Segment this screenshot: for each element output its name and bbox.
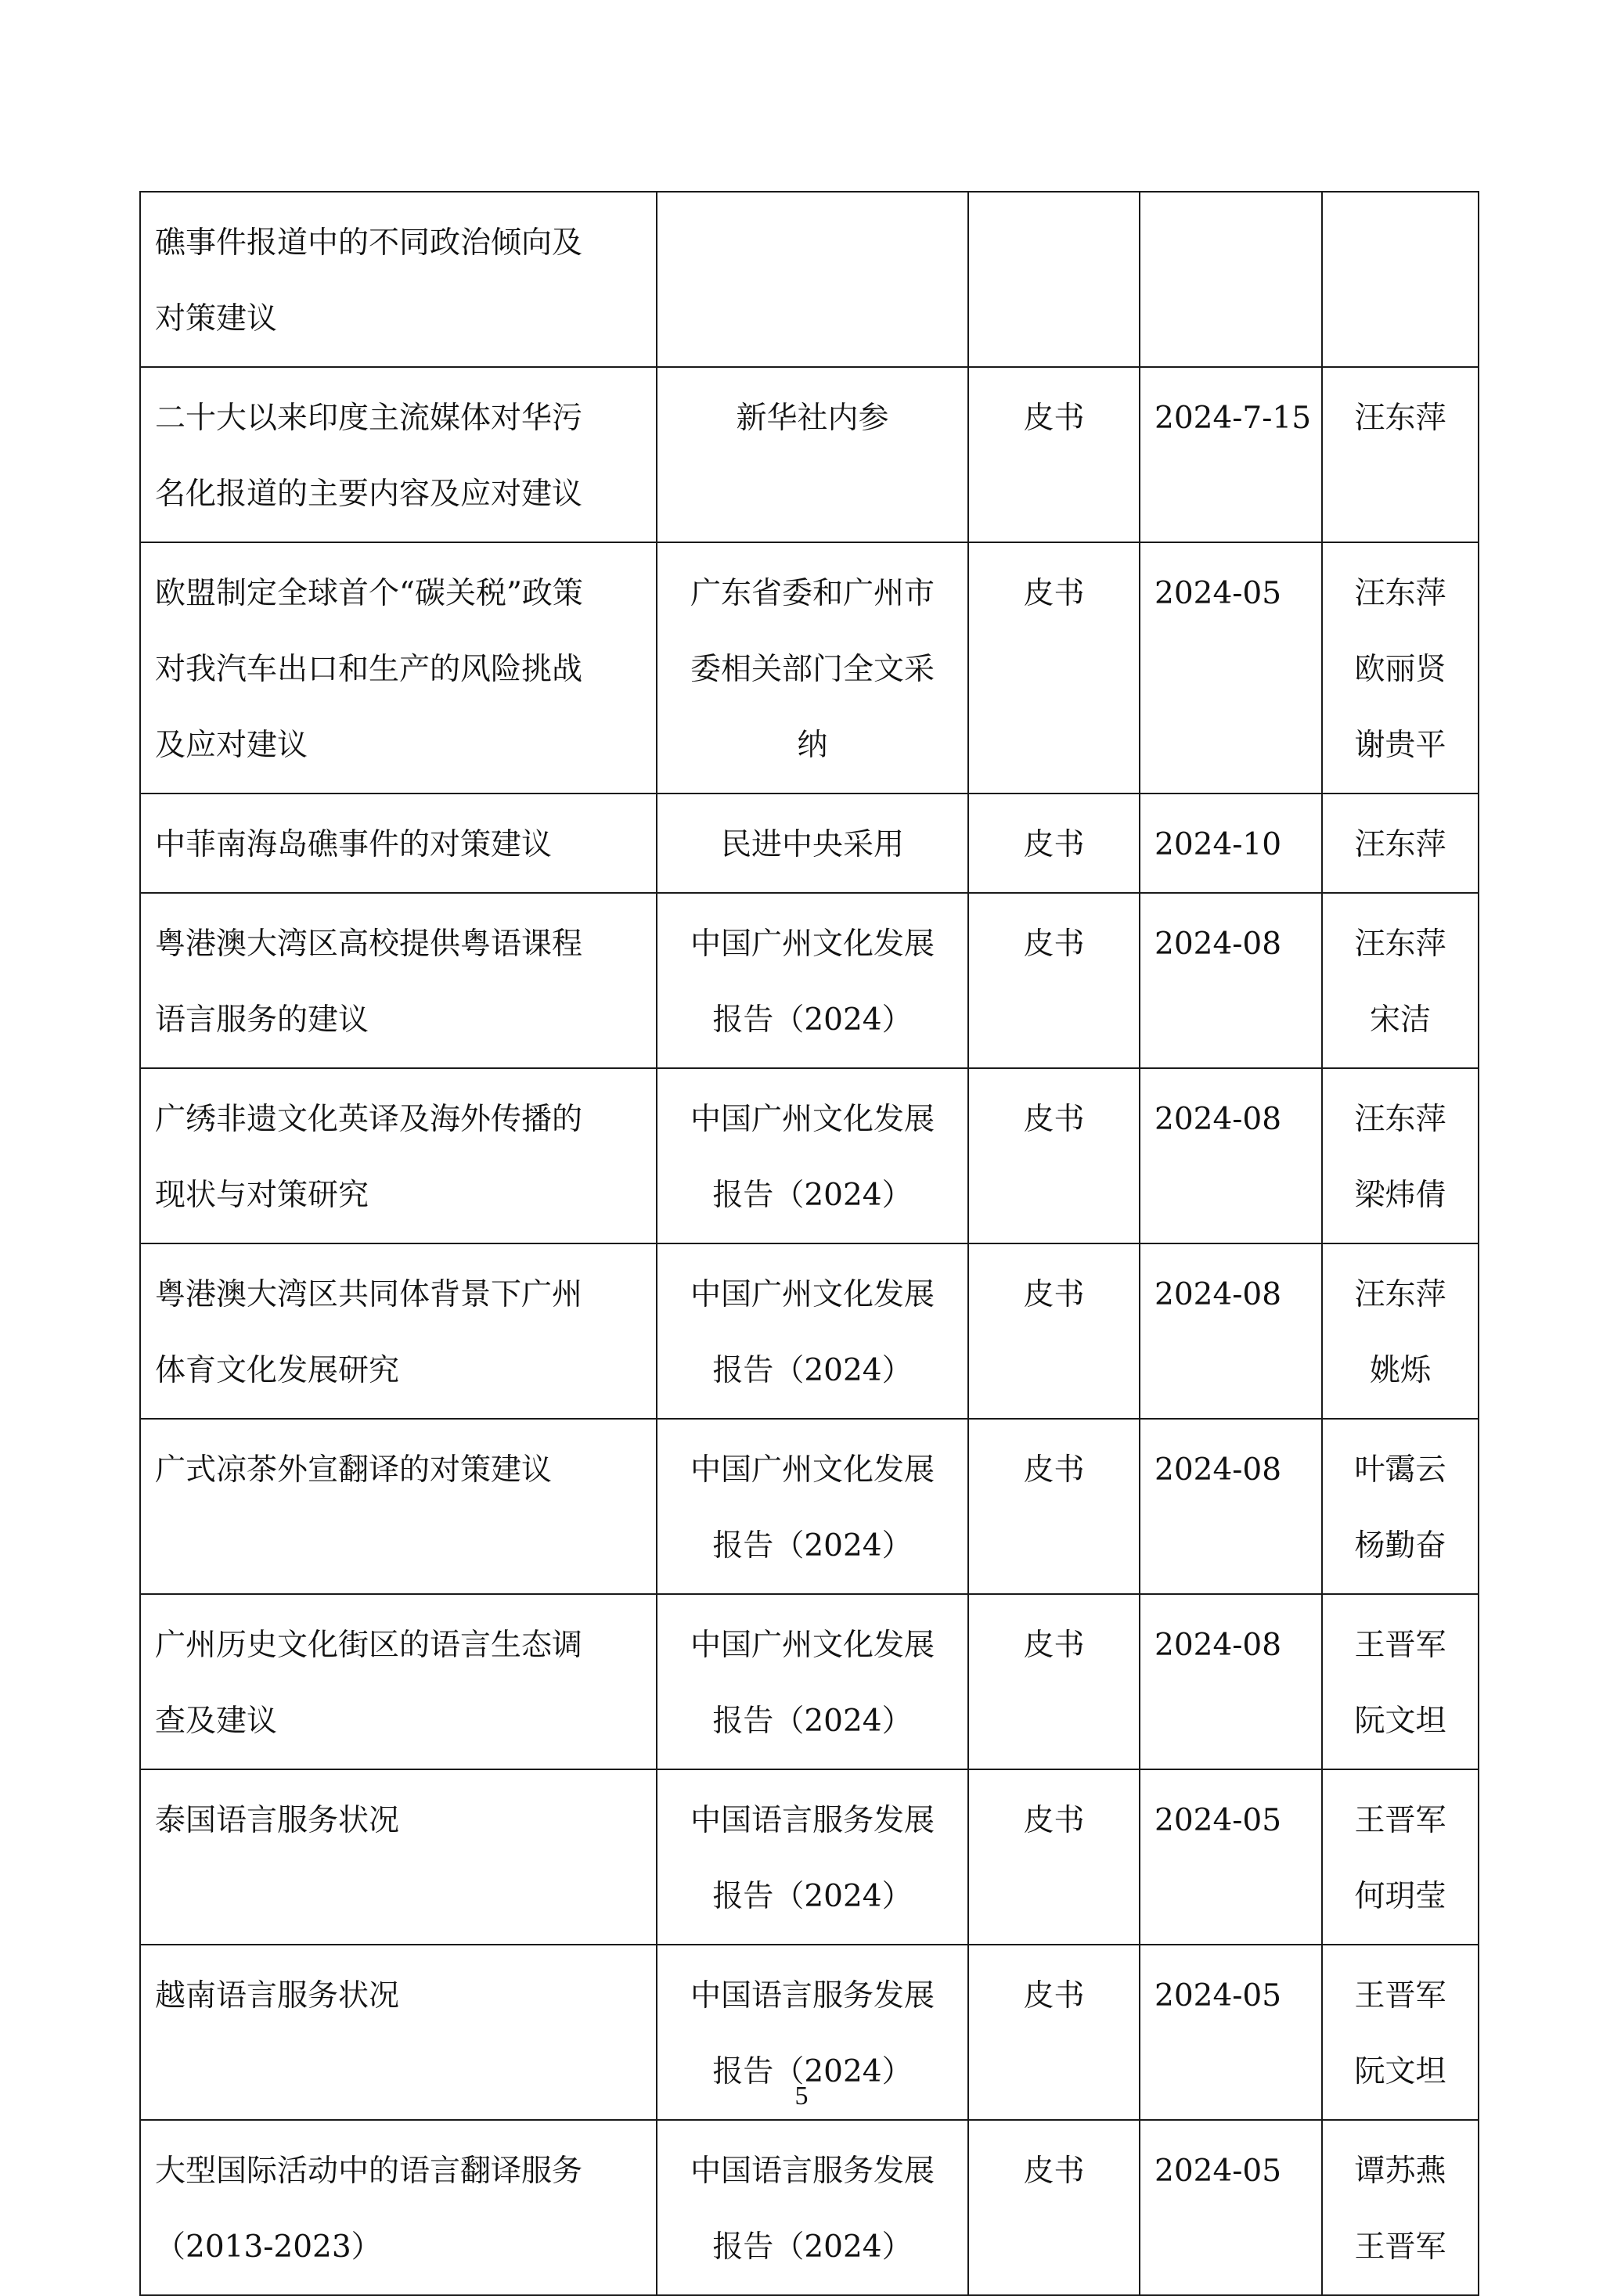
table-row	[140, 2120, 1479, 2295]
authors-line: 王晋军	[1354, 1628, 1446, 1663]
source-line: 委相关部门全文采	[690, 652, 935, 687]
type-text: 皮书	[1023, 1277, 1085, 1312]
source-cell	[657, 367, 968, 542]
authors-line: 谭苏燕	[1354, 2154, 1446, 2189]
source-line: 报告（2024）	[712, 1353, 913, 1388]
authors-line: 汪东萍	[1354, 576, 1446, 611]
authors-line: 王晋军	[1354, 2229, 1446, 2265]
authors-line: 汪东萍	[1354, 401, 1446, 436]
date-cell	[1140, 192, 1322, 367]
source-line: 中国广州文化发展	[690, 1102, 935, 1137]
title-cell	[140, 1769, 657, 1945]
source-line: 中国广州文化发展	[690, 927, 935, 962]
table-body	[140, 192, 1479, 2295]
title-line: 粤港澳大湾区共同体背景下广州	[155, 1277, 583, 1312]
date-text: 2024-08	[1155, 1277, 1282, 1312]
authors-line: 宋洁	[1369, 1002, 1431, 1038]
title-line: 粤港澳大湾区高校提供粤语课程	[155, 927, 583, 962]
source-line: 中国广州文化发展	[690, 1277, 935, 1312]
title-line: （2013-2023）	[155, 2229, 382, 2265]
date-cell	[1140, 542, 1322, 794]
source-cell	[657, 794, 968, 893]
type-text: 皮书	[1023, 2154, 1085, 2189]
authors-cell	[1322, 1769, 1479, 1945]
date-text: 2024-05	[1155, 1978, 1282, 2013]
source-cell	[657, 1243, 968, 1419]
authors-line: 阮文坦	[1354, 1704, 1446, 1739]
date-text: 2024-05	[1155, 2154, 1282, 2189]
source-line: 广东省委和广州市	[690, 576, 935, 611]
table-row	[140, 367, 1479, 542]
title-cell	[140, 542, 657, 794]
title-line: 泰国语言服务状况	[155, 1803, 400, 1838]
title-cell	[140, 1594, 657, 1769]
type-text: 皮书	[1023, 401, 1085, 436]
source-line: 报告（2024）	[712, 1528, 913, 1564]
type-text: 皮书	[1023, 576, 1085, 611]
type-text: 皮书	[1023, 1452, 1085, 1488]
title-line: 现状与对策研究	[155, 1178, 369, 1213]
title-line: 体育文化发展研究	[155, 1353, 400, 1388]
date-cell	[1140, 1419, 1322, 1594]
authors-cell	[1322, 893, 1479, 1068]
date-cell	[1140, 1594, 1322, 1769]
date-text: 2024-08	[1155, 927, 1282, 962]
type-text: 皮书	[1023, 1102, 1085, 1137]
title-cell	[140, 367, 657, 542]
date-text: 2024-08	[1155, 1102, 1282, 1137]
title-line: 广式凉茶外宣翻译的对策建议	[155, 1452, 553, 1488]
page-number: 5	[794, 2082, 809, 2111]
source-line: 报告（2024）	[712, 1879, 913, 1914]
authors-cell	[1322, 1419, 1479, 1594]
title-cell	[140, 1068, 657, 1243]
table-row	[140, 893, 1479, 1068]
type-cell	[968, 1769, 1140, 1945]
date-text: 2024-05	[1155, 576, 1282, 611]
date-cell	[1140, 2120, 1322, 2295]
source-line: 中国语言服务发展	[690, 2154, 935, 2189]
type-cell	[968, 1243, 1140, 1419]
type-text: 皮书	[1023, 827, 1085, 862]
source-cell	[657, 1594, 968, 1769]
type-cell	[968, 2120, 1140, 2295]
authors-cell	[1322, 192, 1479, 367]
title-line: 广州历史文化街区的语言生态调	[155, 1628, 583, 1663]
table-row	[140, 1243, 1479, 1419]
authors-line: 叶霭云	[1354, 1452, 1446, 1488]
title-cell	[140, 794, 657, 893]
table-row	[140, 542, 1479, 794]
authors-cell	[1322, 367, 1479, 542]
type-text: 皮书	[1023, 1803, 1085, 1838]
title-line: 二十大以来印度主流媒体对华污	[155, 401, 583, 436]
source-line: 报告（2024）	[712, 1002, 913, 1038]
source-line: 中国语言服务发展	[690, 1803, 935, 1838]
type-cell	[968, 192, 1140, 367]
date-cell	[1140, 1068, 1322, 1243]
source-line: 中国广州文化发展	[690, 1452, 935, 1488]
source-line: 纳	[797, 728, 828, 763]
authors-line: 何玥莹	[1354, 1879, 1446, 1914]
source-cell	[657, 1419, 968, 1594]
authors-cell	[1322, 1243, 1479, 1419]
title-line: 对策建议	[155, 301, 278, 336]
authors-line: 汪东萍	[1354, 1277, 1446, 1312]
source-line: 新华社内参	[736, 401, 889, 436]
authors-cell	[1322, 2120, 1479, 2295]
type-text: 皮书	[1023, 1628, 1085, 1663]
title-cell	[140, 2120, 657, 2295]
type-cell	[968, 367, 1140, 542]
type-cell	[968, 1419, 1140, 1594]
source-line: 中国语言服务发展	[690, 1978, 935, 2013]
source-cell	[657, 2120, 968, 2295]
authors-cell	[1322, 542, 1479, 794]
source-cell	[657, 1769, 968, 1945]
source-line: 报告（2024）	[712, 1704, 913, 1739]
type-cell	[968, 542, 1140, 794]
title-cell	[140, 192, 657, 367]
table-row	[140, 1068, 1479, 1243]
title-cell	[140, 1243, 657, 1419]
title-line: 欧盟制定全球首个“碳关税”政策	[155, 576, 583, 611]
title-cell	[140, 893, 657, 1068]
title-line: 语言服务的建议	[155, 1002, 369, 1038]
table-row	[140, 1594, 1479, 1769]
title-line: 中菲南海岛礁事件的对策建议	[155, 827, 553, 862]
source-line: 中国广州文化发展	[690, 1628, 935, 1663]
source-line: 报告（2024）	[712, 2054, 913, 2089]
type-cell	[968, 1594, 1140, 1769]
title-line: 礁事件报道中的不同政治倾向及	[155, 225, 583, 261]
authors-cell	[1322, 1068, 1479, 1243]
authors-line: 汪东萍	[1354, 1102, 1446, 1137]
date-cell	[1140, 1243, 1322, 1419]
title-line: 及应对建议	[155, 728, 308, 763]
source-line: 民进中央采用	[720, 827, 904, 862]
title-line: 对我汽车出口和生产的风险挑战	[155, 652, 583, 687]
authors-line: 汪东萍	[1354, 927, 1446, 962]
authors-line: 杨勤奋	[1354, 1528, 1446, 1564]
authors-line: 姚烁	[1369, 1353, 1431, 1388]
date-text: 2024-10	[1155, 827, 1282, 862]
authors-line: 欧丽贤	[1354, 652, 1446, 687]
source-line: 报告（2024）	[712, 1178, 913, 1213]
authors-line: 王晋军	[1354, 1978, 1446, 2013]
title-cell	[140, 1419, 657, 1594]
title-line: 广绣非遗文化英译及海外传播的	[155, 1102, 583, 1137]
type-text: 皮书	[1023, 1978, 1085, 2013]
title-line: 越南语言服务状况	[155, 1978, 400, 2013]
date-cell	[1140, 367, 1322, 542]
date-text: 2024-08	[1155, 1628, 1282, 1663]
date-cell	[1140, 1769, 1322, 1945]
type-cell	[968, 893, 1140, 1068]
date-text: 2024-7-15	[1155, 401, 1312, 436]
authors-line: 梁炜倩	[1354, 1178, 1446, 1213]
authors-line: 谢贵平	[1354, 728, 1446, 763]
type-cell	[968, 1068, 1140, 1243]
source-cell	[657, 1068, 968, 1243]
source-cell	[657, 893, 968, 1068]
authors-cell	[1322, 1594, 1479, 1769]
source-line: 报告（2024）	[712, 2229, 913, 2265]
authors-line: 阮文坦	[1354, 2054, 1446, 2089]
type-cell	[968, 794, 1140, 893]
table-row	[140, 192, 1479, 367]
table-row	[140, 1769, 1479, 1945]
publications-table	[139, 191, 1479, 2296]
date-text: 2024-05	[1155, 1803, 1282, 1838]
title-line: 大型国际活动中的语言翻译服务	[155, 2154, 583, 2189]
source-cell	[657, 192, 968, 367]
date-cell	[1140, 794, 1322, 893]
date-cell	[1140, 893, 1322, 1068]
date-text: 2024-08	[1155, 1452, 1282, 1488]
authors-line: 王晋军	[1354, 1803, 1446, 1838]
authors-line: 汪东萍	[1354, 827, 1446, 862]
source-cell	[657, 542, 968, 794]
table-row	[140, 794, 1479, 893]
table-row	[140, 1419, 1479, 1594]
authors-cell	[1322, 794, 1479, 893]
title-line: 查及建议	[155, 1704, 278, 1739]
type-text: 皮书	[1023, 927, 1085, 962]
title-line: 名化报道的主要内容及应对建议	[155, 477, 583, 512]
